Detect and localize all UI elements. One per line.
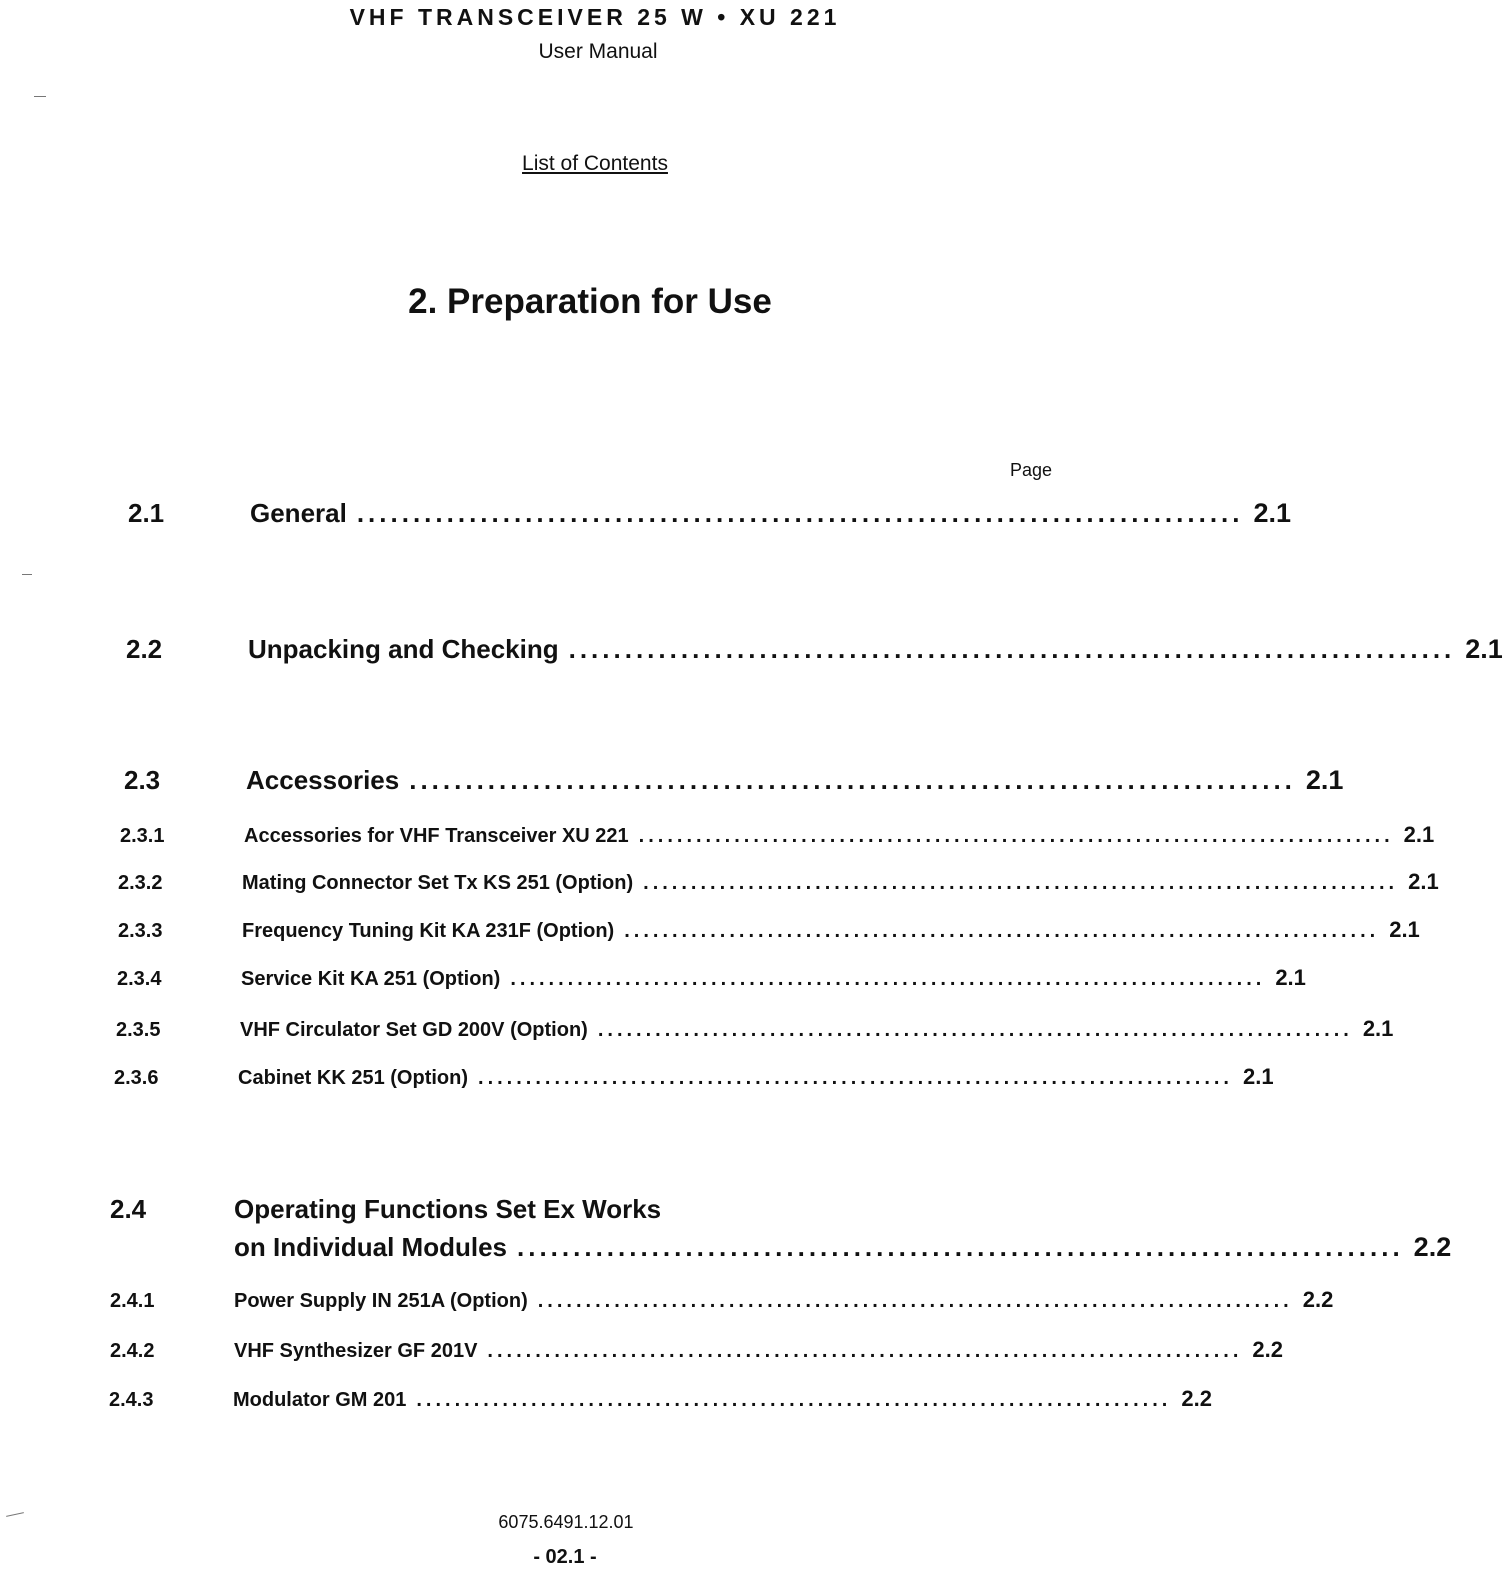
dot-leader: ............................................................................... [597, 1019, 1353, 1041]
toc-entry-title: General [250, 498, 347, 528]
toc-entry [118, 869, 1439, 895]
toc-entry-number: 2.4.1 [110, 1290, 155, 1312]
toc-entry-title: Power Supply IN 251A (Option) [234, 1290, 528, 1312]
toc-entry [117, 965, 1306, 991]
dot-leader: ............................................................................... [537, 1290, 1293, 1312]
toc-entry-number: 2.4.3 [109, 1389, 154, 1411]
toc-entry-title: VHF Synthesizer GF 201V [234, 1340, 478, 1362]
toc-entry-number: 2.3.6 [114, 1067, 159, 1089]
toc-entry-number: 2.3 [124, 765, 161, 795]
page-number: - 02.1 - [533, 1546, 597, 1568]
scan-mark [34, 96, 46, 97]
toc-entry [120, 822, 1435, 848]
document-subtitle: User Manual [538, 40, 658, 63]
toc-entry-page: 2.1 [1243, 1064, 1274, 1089]
toc-entry [128, 498, 1292, 529]
toc-entry-number: 2.3.4 [117, 968, 162, 990]
dot-leader: ............................................................................... [416, 1389, 1172, 1411]
toc-entry-page: 2.1 [1389, 917, 1420, 942]
toc-entry-title: Modulator GM 201 [233, 1389, 407, 1411]
toc-entry-page: 2.2 [1302, 1287, 1334, 1312]
toc-entry-page: 2.1 [1253, 498, 1292, 528]
dot-leader: ............................................................................... [624, 920, 1380, 942]
toc-entry-title: Accessories [246, 765, 400, 795]
toc-entry-number: 2.3.1 [120, 825, 165, 847]
dot-leader: ............................................................................... [638, 825, 1394, 847]
toc-entry [118, 917, 1420, 943]
toc-entry-number: 2.2 [126, 634, 163, 664]
toc-entry-title: Unpacking and Checking [248, 634, 559, 664]
toc-entry [109, 1386, 1212, 1412]
dot-leader: ............................................................................... [568, 634, 1456, 664]
toc-entry [116, 1016, 1394, 1042]
toc-entry-page: 2.1 [1305, 765, 1344, 795]
dot-leader: ............................................................................... [643, 872, 1399, 894]
toc-entry [126, 634, 1503, 665]
toc-entry-number: 2.1 [128, 498, 165, 528]
toc-entry [124, 765, 1344, 796]
toc-entry-2-4-first-line [110, 1194, 661, 1225]
dot-leader: ............................................................................... [409, 765, 1296, 795]
toc-entry [234, 1232, 1452, 1263]
toc-entry-number: 2.3.3 [118, 920, 163, 942]
toc-entry-page: 2.1 [1275, 965, 1306, 990]
toc-entry-page: 2.1 [1403, 822, 1435, 847]
dot-leader: ............................................................................... [478, 1067, 1233, 1089]
toc-entry-title: Service Kit KA 251 (Option) [241, 968, 501, 990]
document-title: VHF TRANSCEIVER 25 W • XU 221 [349, 4, 841, 30]
scan-mark [22, 574, 32, 575]
toc-entry-number: 2.3.2 [118, 872, 163, 894]
toc-entry-number: 2.4.2 [110, 1340, 155, 1362]
toc-entry-title-line1: Operating Functions Set Ex Works [234, 1194, 662, 1224]
toc-entry-page: 2.1 [1465, 634, 1503, 664]
toc-entry [110, 1287, 1334, 1313]
dot-leader: ............................................................................... [517, 1232, 1404, 1262]
toc-entry-number: 2.4 [110, 1194, 147, 1224]
toc-entry-page: 2.1 [1408, 869, 1439, 894]
toc-entry-title-line2: on Individual Modules [234, 1232, 507, 1262]
toc-entry-number: 2.3.5 [116, 1019, 161, 1041]
dot-leader: ............................................................................... [487, 1340, 1243, 1362]
toc-entry-title: Cabinet KK 251 (Option) [238, 1067, 469, 1089]
chapter-title: 2. Preparation for Use [408, 282, 772, 321]
toc-entry [110, 1337, 1283, 1363]
document-code: 6075.6491.12.01 [498, 1512, 634, 1532]
toc-entry-page: 2.1 [1362, 1016, 1394, 1041]
dot-leader: ............................................................................... [510, 968, 1266, 990]
toc-entry-title: Mating Connector Set Tx KS 251 (Option) [242, 872, 634, 894]
toc-entry-page: 2.2 [1252, 1337, 1283, 1362]
toc-entry-title: Frequency Tuning Kit KA 231F (Option) [242, 920, 615, 942]
toc-entry-page: 2.2 [1181, 1386, 1212, 1411]
toc-entry-page: 2.2 [1413, 1232, 1452, 1262]
contents-heading: List of Contents [522, 152, 668, 175]
toc-entry-title: Accessories for VHF Transceiver XU 221 [244, 825, 629, 847]
toc-entry-title: VHF Circulator Set GD 200V (Option) [240, 1019, 588, 1041]
toc-entry [114, 1064, 1274, 1090]
page-column-label: Page [1009, 460, 1052, 480]
dot-leader: ............................................................................... [356, 498, 1244, 528]
